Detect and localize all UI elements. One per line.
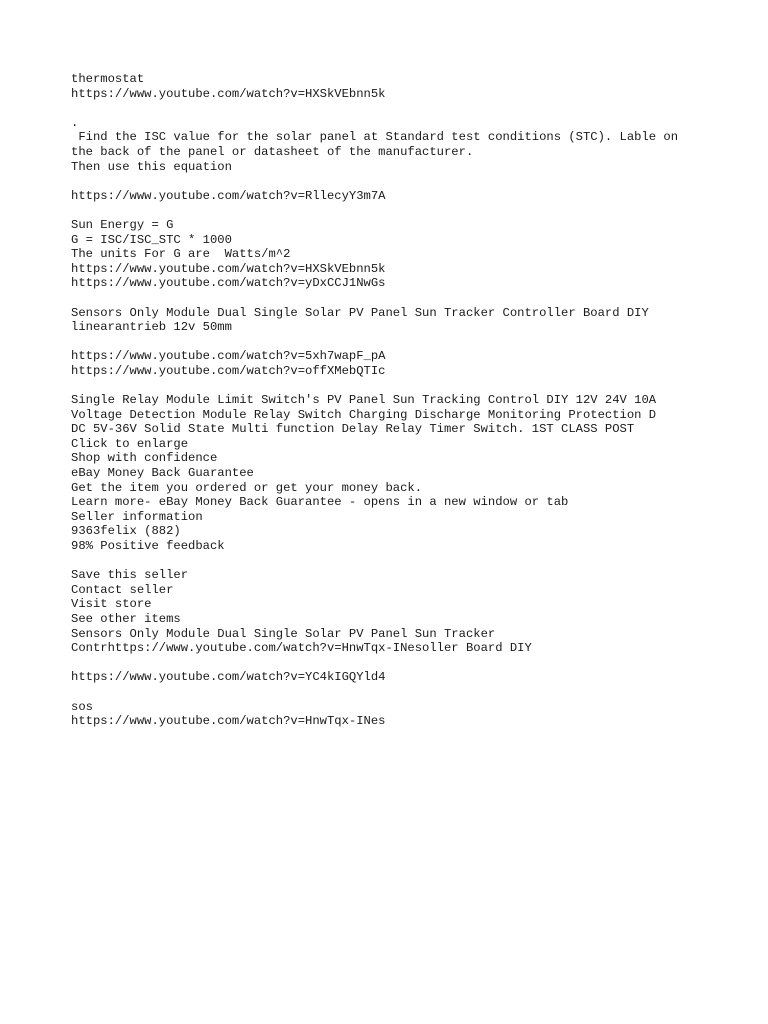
blank-line — [71, 685, 761, 700]
text-line: Find the ISC value for the solar panel at Standard test conditions (STC). Lable on — [71, 130, 679, 145]
text-line: Sensors Only Module Dual Single Solar PV Panel Sun Tracker Controller Board DIY — [71, 305, 649, 320]
text-line: . — [71, 115, 79, 130]
text-line: sos — [71, 699, 93, 714]
text-line: Click to enlarge — [71, 436, 189, 451]
url-line: https://www.youtube.com/watch?v=HXSkVEbnn5k — [71, 261, 386, 276]
document-body — [71, 72, 761, 729]
blank-line — [71, 203, 761, 218]
url-line: https://www.youtube.com/watch?v=5xh7wapF_pA — [71, 349, 386, 364]
text-line: Learn more- eBay Money Back Guarantee - opens in a new window or tab — [71, 495, 569, 510]
blank-line — [71, 378, 761, 393]
text-line: Then use this equation — [71, 159, 232, 174]
url-line: https://www.youtube.com/watch?v=RllecyY3m7A — [71, 188, 386, 203]
blank-line — [71, 656, 761, 671]
text-line: Contact seller — [71, 582, 174, 597]
text-line: the back of the panel or datasheet of the manufacturer. — [71, 144, 474, 159]
text-line: thermostat — [71, 72, 145, 86]
text-line: 9363felix (882) — [71, 524, 181, 539]
text-line: DC 5V-36V Solid State Multi function Delay Relay Timer Switch. 1ST CLASS POST — [71, 422, 635, 437]
text-line: Get the item you ordered or get your money back. — [71, 480, 423, 495]
text-line: See other items — [71, 611, 181, 626]
url-line: https://www.youtube.com/watch?v=YC4kIGQYld4 — [71, 670, 386, 685]
text-line: Single Relay Module Limit Switch's PV Panel Sun Tracking Control DIY 12V 24V 10A — [71, 393, 657, 408]
text-line: Save this seller — [71, 568, 189, 583]
text-line: Voltage Detection Module Relay Switch Charging Discharge Monitoring Protection D — [71, 407, 657, 422]
text-line: Shop with confidence — [71, 451, 218, 466]
blank-line — [71, 554, 761, 569]
text-line: Sensors Only Module Dual Single Solar PV Panel Sun Tracker — [71, 626, 496, 641]
text-line: Seller information — [71, 509, 203, 524]
blank-line — [71, 335, 761, 350]
blank-line — [71, 174, 761, 189]
text-line: The units For G are Watts/m^2 — [71, 247, 291, 262]
equation-line: G = ISC/ISC_STC * 1000 — [71, 232, 232, 247]
text-line: Visit store — [71, 597, 152, 612]
text-line: Sun Energy = G — [71, 217, 174, 232]
blank-line — [71, 291, 761, 306]
url-line: https://www.youtube.com/watch?v=offXMebQTIc — [71, 363, 386, 378]
text-line: eBay Money Back Guarantee — [71, 466, 254, 481]
text-line: 98% Positive feedback — [71, 539, 225, 553]
text-line: linearantrieb 12v 50mm — [71, 320, 232, 335]
url-line: https://www.youtube.com/watch?v=HXSkVEbnn5k — [71, 86, 386, 101]
text-line: Contrhttps://www.youtube.com/watch?v=HnwTqx-INesoller Board DIY — [71, 641, 532, 656]
url-line: https://www.youtube.com/watch?v=yDxCCJ1NwGs — [71, 276, 386, 291]
blank-line — [71, 101, 761, 116]
url-line: https://www.youtube.com/watch?v=HnwTqx-INes — [71, 714, 386, 729]
